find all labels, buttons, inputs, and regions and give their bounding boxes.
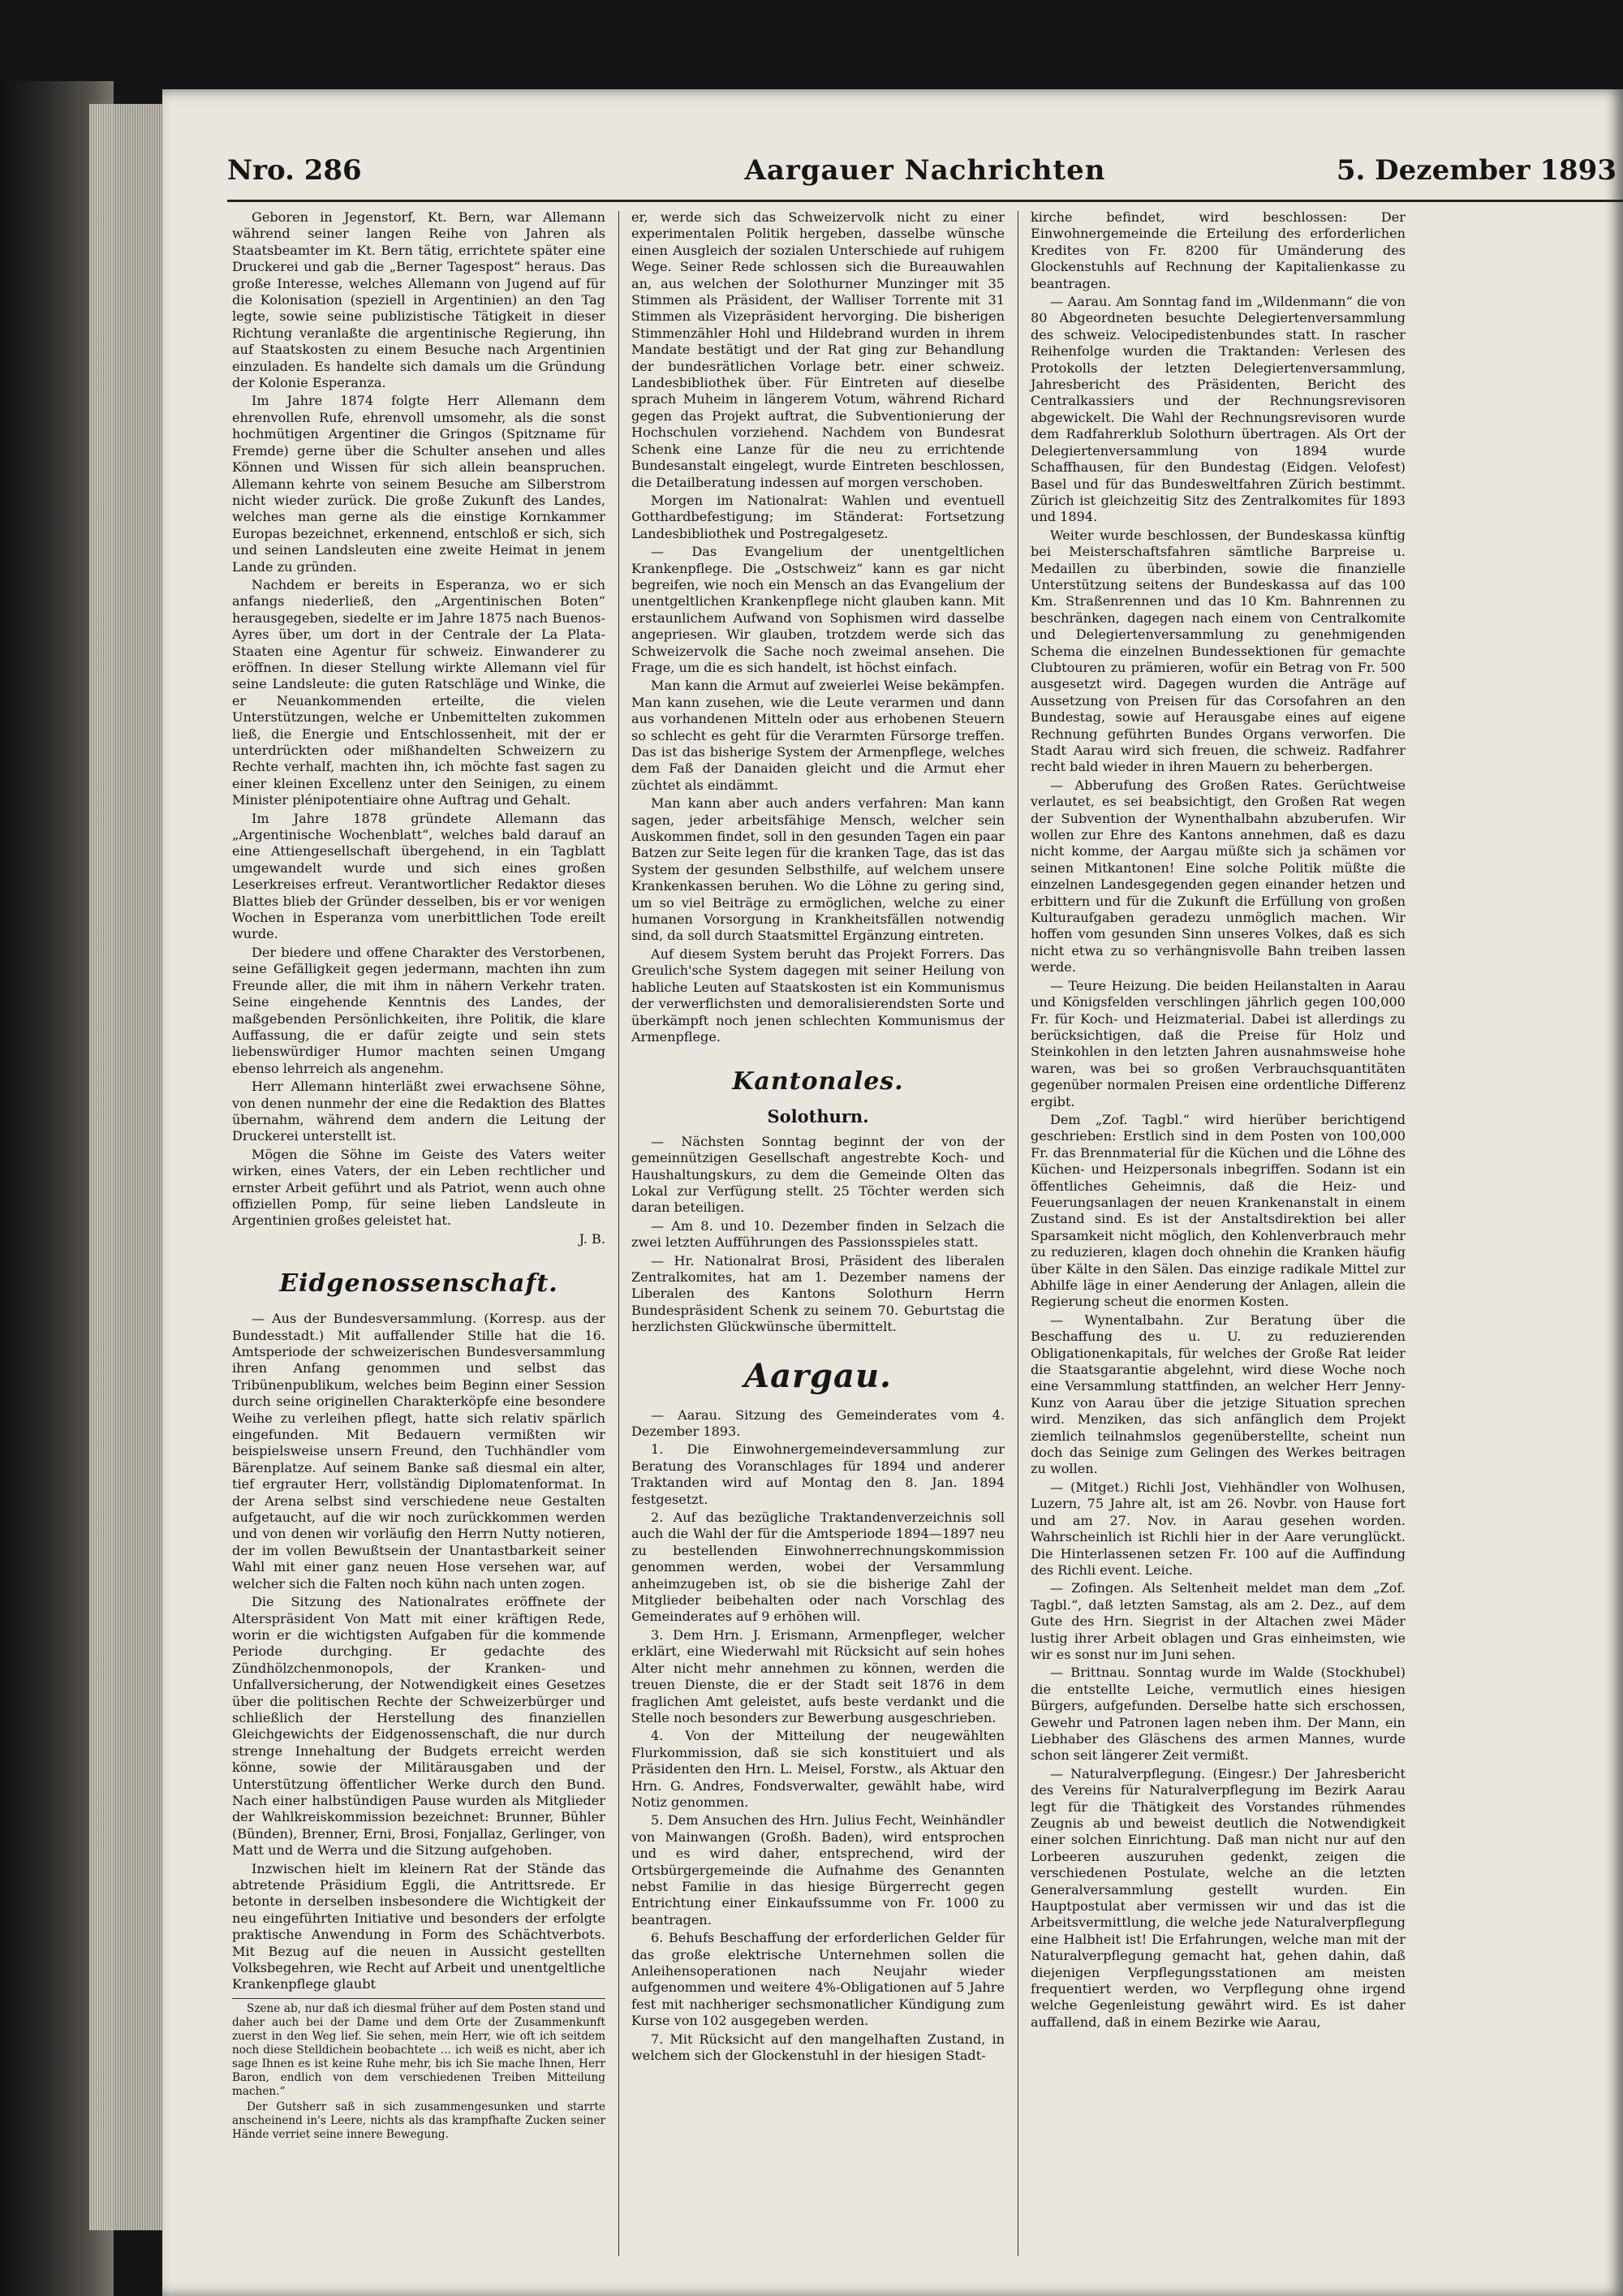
header-rule [227,200,1623,202]
article-paragraph: — Aus der Bundesversammlung. (Korresp. aus der Bundesstadt.) Mit auffallender Stille hat die 16. Amtsperiode der schweizerischen Bundesversammlung ihren Anfang genommen und selbst das Tribünenpublikum, welches beim Beginn einer Session durch seine originellen Charakterköpfe eine besondere Weihe zu verleihen pflegt, hatte sich relativ spärlich eingefunden. Mit Bedauern vermißten wir beispielsweise unsern Freund, den Tuchhändler vom Bärenplatze. Auf seinem Banke saß diesmal ein alter, tief ergrauter Herr, vollständig Diplomatenformat. In der Arena selbst sind verschiedene neue Gestalten aufgetaucht, auf die wir noch zurückkommen werden und von denen wir vorläufig den Herrn Nutty notieren, der im vollen Bewußtsein der Unantastbarkeit seiner Wahl mit einer ganz neuen Hose versehen war, auf welcher sich die Falten noch kühn nach unten zogen. [232,1311,605,1592]
agenda-item: 3. Dem Hrn. J. Erismann, Armenpfleger, welcher erklärt, eine Wiederwahl mit Rücksicht auf sein hohes Alter nicht mehr annehmen zu können, werden die treuen Dienste, die er der Stadt seit 1876 in dem fraglichen Amt geleistet, aufs beste verdankt und die Stelle noch besonders zur Bewerbung ausgeschrieben. [631,1626,1005,1725]
column-rule-1 [618,211,619,2256]
news-item: — Brittnau. Sonntag wurde im Walde (Stockhubel) die entstellte Leiche, vermutlich eines hiesigen Bürgers, aufgefunden. Derselbe hatte sich erschossen, Gewehr und Patronen lagen neben ihm. Der Mann, ein Liebhaber des Gläschens des armen Mannes, wurde schon seit längerer Zeit vermißt. [1031,1665,1406,1764]
agenda-item: 7. Mit Rücksicht auf den mangelhaften Zustand, in welchem sich der Glockenstuhl in der hiesigen Stadt- [631,2031,1005,2064]
agenda-item: 1. Die Einwohnergemeindeversammlung zur Beratung des Voranschlages für 1894 und anderer Traktanden wird auf Montag den 8. Jan. 1894 festgesetzt. [631,1441,1005,1507]
news-item: — Aarau. Am Sonntag fand im „Wildenmann“ die von 80 Abgeordneten besuchte Delegiertenversammlung des schweiz. Velocipedistenbundes statt. In rascher Reihenfolge wurden die Traktanden: Verlesen des Protokolls der letzten Delegiertenversammlung, Jahresbericht des Präsidenten, Bericht des Centralkassiers und der Rechnungsrevisoren abgewickelt. Die Wahl der Rechnungsrevisoren wurde dem Radfahrerklub Solothurn übertragen. Als Ort der Delegiertenversammlung von 1894 wurde Schaffhausen, für den Bundestag (Eidgen. Velofest) Basel und für das Bundesweltfahren Zürich bestimmt. Zürich ist gleichzeitig Sitz des Zentralkomites für 1893 und 1894. [1031,294,1406,525]
article-paragraph: Morgen im Nationalrat: Wahlen und eventuell Gotthardbefestigung; im Ständerat: Fortsetzung Landesbibliothek und Postregalgesetz. [631,492,1005,541]
obituary-paragraph: Der biedere und offene Charakter des Verstorbenen, seine Gefälligkeit gegen jedermann, machten ihn zum Freunde aller, die mit ihm in nähern Verkehr traten. Seine eingehende Kenntnis des Landes, der maßgebenden Persönlichkeiten, ihre Politik, die klare Auffassung, die er dafür zeigte und sein stets liebenswürdiger Humor machten seinen Umgang ebenso lehrreich als angenehm. [232,944,605,1076]
article-paragraph: Man kann die Armut auf zweierlei Weise bekämpfen. Man kann zusehen, wie die Leute verarmen und dann aus vorhandenen Mitteln oder aus erhobenen Steuern so schlecht es geht für die Verarmten Fürsorge treffen. Das ist das bisherige System der Armenpflege, welches dem Faß der Danaiden gleicht und die Armut eher züchtet als eindämmt. [631,678,1005,793]
agenda-item: 5. Dem Ansuchen des Hrn. Julius Fecht, Weinhändler von Mainwangen (Großh. Baden), wird entsprochen und es wird daher, entsprechend, wird der Ortsbürgergemeinde die Aufnahme des Genannten nebst Familie in das hiesige Bürgerrecht gegen Entrichtung einer Einkaufssumme von Fr. 1000 zu beantragen. [631,1812,1005,1928]
obituary-paragraph: Herr Allemann hinterläßt zwei erwachsene Söhne, von denen nunmehr der eine die Redaktion des Blattes übernahm, während dem andern die Leitung der Druckerei unterstellt ist. [232,1079,605,1144]
issue-date: 5. Dezember 1893 [1336,154,1617,187]
news-item: — Hr. Nationalrat Brosi, Präsident des liberalen Zentralkomites, hat am 1. Dezember namens der Liberalen des Kantons Solothurn Herrn Bundespräsident Schenk zu seinem 70. Geburtstag die herzlichsten Glückwünsche übermittelt. [631,1252,1005,1335]
section-title-aargau: Aargau. [744,1356,892,1395]
subheading-solothurn: Solothurn. [767,1106,869,1127]
agenda-item: kirche befindet, wird beschlossen: Der Einwohnergemeinde die Erteilung des erforderlichen Kredites von Fr. 8200 für Umänderung des Glockenstuhls auf Rechnung der Kapitalienkasse zu beantragen. [1031,209,1406,291]
feuilleton-paragraph: Der Gutsherr saß in sich zusammengesunken und starrte anscheinend in's Leere, nichts als das krampfhafte Zucken seiner Hände verriet seine innere Bewegung. [232,2100,605,2141]
obituary-paragraph: Geboren in Jegenstorf, Kt. Bern, war Allemann während seiner langen Reihe von Jahren als Staatsbeamter im Kt. Bern tätig, errichtete später eine Druckerei und gab die „Berner Tagespost“ heraus. Das große Interesse, welches Allemann von Jugend auf für die Kolonisation (speziell in Argentinien) an den Tag legte, sowie seine publizistische Tätigkeit in dieser Richtung veranlaßte die argentinische Regierung, ihn auf Staatskosten zu einem Besuche nach Argentinien einzuladen. Es handelte sich damals um die Gründung der Kolonie Esperanza. [232,209,605,391]
article-paragraph: er, werde sich das Schweizervolk nicht zu einer experimentalen Politik hergeben, dasselbe wünsche einen Ausgleich der sozialen Unterschiede auf ruhigem Wege. Seiner Rede schlossen sich die Bureauwahlen an, aus welchen der Solothurner Munzinger mit 35 Stimmen als Präsident, der Walliser Torrente mit 31 Stimmen als Vizepräsident hervorging. Die bisherigen Stimmenzähler Hohl und Hildebrand wurden in ihrem Mandate bestätigt und der Rat ging zur Behandlung der bundesrätlichen Vorlage betr. einer schweiz. Landesbibliothek über. Für Eintreten auf dieselbe sprach Muheim in längerem Votum, während Richard gegen das Projekt auftrat, die Subventionierung der Hochschulen vorziehend. Nachdem von Bundesrat Schenk eine Lanze für die neu zu errichtende Bundesanstalt eingelegt, wurde Eintreten beschlossen, die Detailberatung indessen auf morgen verschoben. [631,209,1005,490]
news-item: — Teure Heizung. Die beiden Heilanstalten in Aarau und Königsfelden verschlingen jährlich gegen 100,000 Fr. für Koch- und Heizmaterial. Dabei ist allerdings zu berücksichtigen, daß die Preise für Holz und Steinkohlen in den letzten Jahren ausnahmsweise hohe waren, was bei so großen Verbrauchsquantitäten gegenüber normalen Preisen eine ordentliche Differenz ergibt. [1031,977,1406,1109]
article-paragraph: — Das Evangelium der unentgeltlichen Krankenpflege. Die „Ostschweiz“ kann es gar nicht begreifen, wie noch ein Mensch an das Evangelium der unentgeltlichen Krankenpflege nicht glauben kann. Mit erstaunlichem Aufwand von Sophismen wird dasselbe angepriesen. Wir glauben, trotzdem werde sich das Schweizervolk die Sache noch zweimal ansehen. Die Frage, um die es sich handelt, ist höchst einfach. [631,544,1005,675]
obituary-paragraph: Nachdem er bereits in Esperanza, wo er sich anfangs niederließ, den „Argentinischen Boten“ herausgegeben, siedelte er im Jahre 1875 nach Buenos-Ayres über, um dort in der Centrale der La Plata-Staaten eine Agentur für schweiz. Einwanderer zu eröffnen. In dieser Stellung wirkte Allemann viel für seine Landsleute: die guten Ratschläge und Winke, die er Neuankommenden erteilte, die vielen Unterstützungen, welche er Unbemittelten zukommen ließ, die Energie und Entschlossenheit, mit der er unterdrückten oder mißhandelten Schweizern zu Rechte verhalf, machten ihn, ich möchte fast sagen zu einer kleinen Excellenz unter den Seinigen, zu einem Minister plénipotentiaire ohne Auftrag und Gehalt. [232,576,605,808]
column-1 [232,209,605,2143]
issue-number: Nro. 286 [227,154,362,187]
obituary-paragraph: Im Jahre 1878 gründete Allemann das „Argentinische Wochenblatt“, welches bald darauf an eine Attiengesellschaft übergehend, in ein Tagblatt umgewandelt wurde und sich eines großen Leserkreises erfreut. Verantwortlicher Redaktor dieses Blattes blieb der Gründer desselben, bis er vor wenigen Wochen in Esperanza vom unerbittlichen Tode ereilt wurde. [232,810,605,942]
news-item: — Am 8. und 10. Dezember finden in Selzach die zwei letzten Aufführungen des Passionsspieles statt. [631,1217,1005,1251]
feuilleton-paragraph: Szene ab, nur daß ich diesmal früher auf dem Posten stand und daher auch bei der Dame und dem Orte der Zusammenkunft zuerst in den Weg lief. Sie sehen, mein Herr, wie oft ich seitdem noch diese Stelldichein beobachtete … ich weiß es nicht, aber ich sage Ihnen es ist keine Ruhe mehr, bis ich Sie mache Ihnen, Herr Baron, endlich von dem verschiedenen Treiben Mitteilung machen.“ [232,2001,605,2098]
news-item: — Nächsten Sonntag beginnt der von der gemeinnützigen Gesellschaft angestrebte Koch- und Haushaltungskurs, zu dem die Gemeinde Olten das Lokal zur Verfügung stellt. 25 Töchter werden sich daran beteiligen. [631,1133,1005,1216]
page-header [227,146,1623,195]
feuilleton-block [232,1998,605,2142]
agenda-item: 6. Behufs Beschaffung der erforderlichen Gelder für das große elektrische Unternehmen sollen die Anleihensoperationen nach Neujahr wieder aufgenommen und weitere 4%-Obligationen auf 5 Jahre fest mit nachheriger sechsmonatlicher Kündigung zum Kurse von 102 ausgegeben werden. [631,1930,1005,2029]
author-signature: J. B. [579,1230,605,1247]
news-item: — (Mitget.) Richli Jost, Viehhändler von Wolhusen, Luzern, 75 Jahre alt, ist am 26. Novbr. von Hause fort und am 27. Nov. in Aarau gesehen worden. Wahrscheinlich ist Richli hier in der Aare verunglückt. Die Hinterlassenen setzen Fr. 100 auf die Auffindung des Richli event. Leiche. [1031,1479,1406,1578]
news-item: — Wynentalbahn. Zur Beratung über die Beschaffung des u. U. zu reduzierenden Obligationenkapitals, für welches der Große Rat leider die Staatsgarantie abgelehnt, wird diese Woche noch eine Versammlung stattfinden, an welcher Herr Jenny-Kunz von Aarau über die jetzige Situation sprechen wird. Menziken, das sich anfänglich dem Projekt ziemlich teilnahmslos gegenüberstellte, scheint nun doch das Seinige zum Gelingen des Werkes beitragen zu wollen. [1031,1312,1406,1477]
newspaper-title: Aargauer Nachrichten [744,154,1106,187]
agenda-item: 4. Von der Mitteilung der neugewählten Flurkommission, daß sie sich konstituiert und als Präsidenten den Hrn. L. Meisel, Forstw., als Aktuar den Hrn. G. Andres, Fondsverwalter, gewählt habe, wird Notiz genommen. [631,1728,1005,1810]
section-title-kantonales: Kantonales. [732,1067,904,1096]
section-title-eidgenossenschaft: Eidgenossenschaft. [279,1269,558,1299]
news-item: — Abberufung des Großen Rates. Gerüchtweise verlautet, es sei beabsichtigt, den Großen Rat wegen der Subvention der Wynenthalbahn abzuberufen. Wir wollen zur Ehre des Kantons annehmen, daß es dazu nicht komme, der Aargau müßte sich ja schämen vor seinen Mitkantonen! Eine solche Politik müßte die einzelnen Landesgegenden gegen einander hetzen und erbittern und für die Zukunft die Erfüllung von großen Kulturaufgaben geradezu unmöglich machen. Wir hoffen vom gesunden Sinn unseres Volkes, daß es sich nicht etwa zu so verhängnisvolle Bahn treiben lassen werde. [1031,777,1406,976]
obituary-paragraph: Mögen die Söhne im Geiste des Vaters weiter wirken, eines Vaters, der ein Leben rechtlicher und ernster Arbeit geführt und als Patriot, wenn auch ohne offiziellen Pomp, für seine lieben Landsleute in Argentinien großes geleistet hat. [232,1146,605,1229]
article-paragraph: Auf diesem System beruht das Projekt Forrers. Das Greulich'sche System dagegen mit seiner Heilung von habliche Leuten auf Staatskosten ist ein Kommunismus der verwerflichsten und demoralisierendsten Sorte und überkämpft noch jenen schlechten Kommunismus der Armenpflege. [631,946,1005,1045]
news-item: Dem „Zof. Tagbl.“ wird hierüber berichtigend geschrieben: Erstlich sind in dem Posten von 100,000 Fr. das Brennmaterial für die Küchen und die Löhne des Küchen- und Heizpersonals inbegriffen. Sodann ist ein öffentliches Geheimnis, daß die Heiz- und Feuerungsanlagen der neuen Krankenanstalt in einem Zustand sind. Es ist der Anstaltsdirektion bei aller Sparsamkeit nicht möglich, den Kohlenverbrauch mehr zu reduzieren, klagen doch ohnehin die Kranken häufig über Kälte in den Sälen. Das einzige radikale Mittel zur Abhilfe läge in einer Aenderung der Anlagen, allein die Regierung scheut die enormen Kosten. [1031,1111,1406,1310]
newspaper-page [162,89,1623,2296]
news-item: — Aarau. Sitzung des Gemeinderates vom 4. Dezember 1893. [631,1406,1005,1439]
news-item: — Naturalverpflegung. (Eingesr.) Der Jahresbericht des Vereins für Naturalverpflegung im Bezirk Aarau legt für die Thätigkeit des Vorstandes rühmendes Zeugnis ab und beweist deutlich die Notwendigkeit einer solchen Einrichtung. Daß man nicht nur auf den Lorbeeren auszuruhen gedenkt, zeigen die verschiedenen Postulate, welche an die letzten Generalversammlung gestellt wurden. Ein Hauptpostulat aber vermissen wir und das ist die Arbeitsvermittlung, die welche jede Naturalverpflegung eine Halbheit ist! Die Erfahrungen, welche man mit der Naturalverpflegung gemacht hat, gehen dahin, daß diejenigen Verpflegungsstationen am meisten frequentiert werden, wo Verpflegung ohne irgend welche Gegenleistung gewährt wird. Es ist daher auffallend, daß in einem Bezirke wie Aarau, [1031,1765,1406,2030]
agenda-item: 2. Auf das bezügliche Traktandenverzeichnis soll auch die Wahl der für die Amtsperiode 1894—1897 neu zu bestellenden Einwohnerrechnungskommission genommen werden, wobei der Versammlung anheimzugeben ist, ob sie die bisherige Zahl der Mitglieder beibehalten oder nach Vorschlag des Gemeinderates auf 9 erhöhen will. [631,1510,1005,1625]
obituary-paragraph: Im Jahre 1874 folgte Herr Allemann dem ehrenvollen Rufe, ehrenvoll umsomehr, als die sonst hochmütigen Argentiner die Gringos (Spitzname für Fremde) gerne über die Schulter ansehen und alles Können und Wissen für sich allein beanspruchen. Allemann kehrte von seinem Besuche am Silberstrom nicht wieder zurück. Die große Zukunft des Landes, welches man gerne als die einstige Kornkammer Europas bezeichnet, erkennend, entschloß er sich, sich und seinen Landsleuten eine zweite Heimat in jenem Lande zu gründen. [232,393,605,575]
article-paragraph: Inzwischen hielt im kleinern Rat der Stände das abtretende Präsidium Eggli, die Antrittsrede. Er betonte in derselben insbesondere die Wichtigkeit der neu eingeführten Initiative und besonders der erfolgte praktische Anwendung in Form des Schächtverbots. Mit Bezug auf die neuen in Aussicht gestellten Volksbegehren, wie Recht auf Arbeit und unentgeltliche Krankenpflege glaubt [232,1860,605,1992]
column-2 [631,209,1005,2066]
news-item: Weiter wurde beschlossen, der Bundeskassa künftig bei Meisterschaftsfahren sämtliche Barpreise u. Medaillen zu überbinden, sowie die finanzielle Unterstützung seitens der Bundeskassa auf das 100 Km. Straßenrennen und das 10 Km. Bahnrennen zu beschränken, dagegen nach einem von Centralkomite und Delegiertenversammlung zu genehmigenden Schema die einzelnen Bundessektionen für gemachte Clubtouren zu prämieren, wofür ein Betrag von Fr. 500 ausgesetzt wird. Dagegen wurden die Anträge auf Aussetzung von Preisen für das Corsofahren an den Bundestag, sowie auf Herausgabe eines auf eigene Rechnung geführten Bundes Organs verworfen. Die Stadt Aarau wird sich freuen, die schweiz. Radfahrer recht bald wieder in ihren Mauern zu beherbergen. [1031,527,1406,775]
column-3 [1031,209,1406,2032]
article-paragraph: Man kann aber auch anders verfahren: Man kann sagen, jeder arbeitsfähige Mensch, welcher sein Auskommen findet, soll in den gesunden Tagen ein paar Batzen zur Seite legen für die kranken Tage, das ist das System der gesunden Selbsthilfe, auf welchem unsere Krankenkassen beruhen. Wo die Löhne zu gering sind, um so viel Beiträge zu ermöglichen, welche zu einer humanen Vorsorgung in Krankheitsfällen notwendig sind, da soll durch Staatsmittel Ergänzung eintreten. [631,795,1005,944]
article-paragraph: Die Sitzung des Nationalrates eröffnete der Alterspräsident Von Matt mit einer kräftigen Rede, worin er die wichtigsten Aufgaben für die kommende Periode durchging. Er gedachte des Zündhölzchenmonopols, der Kranken- und Unfallversicherung, der Notwendigkeit eines Gesetzes über die politischen Rechte der Schweizerbürger und schließlich der Herstellung des finanziellen Gleichgewichts der Eidgenossenschaft, die nur durch strenge Innehaltung der Budgets erreicht werden könne, sowie der Militärausgaben und der Unterstützung öffentlicher Werke durch den Bund. Nach einer halbstündigen Pause wurden als Mitglieder der Wahlkreiskommission bezeichnet: Brunner, Bühler (Bünden), Brenner, Erni, Brosi, Fonjallaz, Gerlinger, von Matt und de Werra und die Sitzung aufgehoben. [232,1594,605,1859]
news-item: — Zofingen. Als Seltenheit meldet man dem „Zof. Tagbl.“, daß letzten Samstag, als am 2. Dez., auf dem Gute des Hrn. Siegrist in der Altachen zwei Mäder lustig ihrer Arbeit oblagen und Gras einheimsten, wie wir es sonst nur im Juni sehen. [1031,1580,1406,1662]
